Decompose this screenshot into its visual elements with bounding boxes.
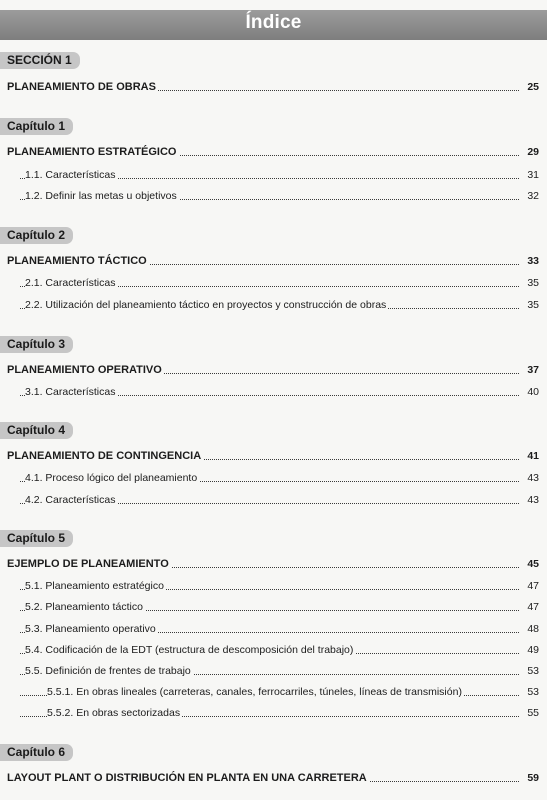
toc-page-number: 29: [519, 144, 539, 160]
chapter-heading: Capítulo 1: [0, 118, 73, 135]
toc-entry: [0, 470, 547, 486]
toc-page-number: 53: [519, 684, 539, 700]
toc-entry-title: 4.2. Características: [25, 494, 116, 506]
toc-entry-title: 5.2. Planeamiento táctico: [25, 601, 143, 613]
toc-entry: [0, 556, 547, 572]
chapter-heading: Capítulo 5: [0, 530, 73, 547]
chapter-heading: Capítulo 2: [0, 227, 73, 244]
toc-page-number: 32: [519, 188, 539, 204]
toc-entry-title: 3.1. Características: [25, 386, 116, 398]
toc-page-number: 37: [519, 362, 539, 378]
toc-entry: [0, 578, 547, 594]
toc-entry-title: 5.5.2. En obras sectorizadas: [47, 707, 181, 719]
toc-entry: [0, 188, 547, 204]
chapter-heading: SECCIÓN 1: [0, 52, 80, 69]
toc-entry-title: PLANEAMIENTO OPERATIVO: [7, 364, 162, 376]
toc-page-number: 35: [519, 297, 539, 313]
toc-entry: [0, 492, 547, 508]
toc-page-number: 33: [519, 253, 539, 269]
toc-entry-title: 5.5. Definición de frentes de trabajo: [25, 665, 191, 677]
toc-page-number: 59: [519, 770, 539, 786]
toc-entry-title: 5.1. Planeamiento estratégico: [25, 580, 164, 592]
toc-page-number: 35: [519, 275, 539, 291]
toc-page-number: 43: [519, 492, 539, 508]
toc-entry-title: 1.1. Características: [25, 169, 116, 181]
toc-entry-title: 4.1. Proceso lógico del planeamiento: [25, 472, 198, 484]
toc-entry-title: PLANEAMIENTO DE OBRAS: [7, 81, 156, 93]
toc-entry: [0, 253, 547, 269]
chapter-heading: Capítulo 6: [0, 744, 73, 761]
toc-entry-title: 5.5.1. En obras lineales (carreteras, canales, ferrocarriles, túneles, líneas de transmisión): [47, 686, 462, 698]
toc-page-number: 47: [519, 599, 539, 615]
toc-page-number: 25: [519, 79, 539, 95]
toc-entry-title: 5.4. Codificación de la EDT (estructura de descomposición del trabajo): [25, 644, 354, 656]
toc-page-number: 43: [519, 470, 539, 486]
toc-page-number: 41: [519, 448, 539, 464]
toc-entry: [0, 167, 547, 183]
chapter-heading: Capítulo 3: [0, 336, 73, 353]
toc-entry-title: LAYOUT PLANT O DISTRIBUCIÓN EN PLANTA EN UNA CARRETERA: [7, 772, 367, 784]
toc-entry: [0, 144, 547, 160]
toc-entry-title: PLANEAMIENTO TÁCTICO: [7, 255, 147, 267]
toc-page-number: 53: [519, 663, 539, 679]
toc-entry: [0, 663, 547, 679]
toc-entry-title: 1.2. Definir las metas u objetivos: [25, 190, 177, 202]
toc-entry-title: 2.1. Características: [25, 277, 116, 289]
toc-page-number: 40: [519, 384, 539, 400]
toc-entry-title: 2.2. Utilización del planeamiento táctico en proyectos y construcción de obras: [25, 299, 387, 311]
toc-entry-title: PLANEAMIENTO DE CONTINGENCIA: [7, 450, 202, 462]
toc-page-number: 55: [519, 705, 539, 721]
toc-entry: [0, 275, 547, 291]
toc-entry: [0, 642, 547, 658]
toc-page-number: 47: [519, 578, 539, 594]
toc-entry: [0, 599, 547, 615]
toc-entry-title: EJEMPLO DE PLANEAMIENTO: [7, 558, 169, 570]
toc-entry: [0, 362, 547, 378]
toc-page-number: 45: [519, 556, 539, 572]
toc-entry: [0, 79, 547, 95]
toc-entry: [0, 448, 547, 464]
toc-page-number: 49: [519, 642, 539, 658]
toc-entry: [0, 770, 547, 786]
chapter-heading: Capítulo 4: [0, 422, 73, 439]
toc-entry: [0, 621, 547, 637]
page-title: Índice: [245, 12, 302, 33]
toc-entry-title: PLANEAMIENTO ESTRATÉGICO: [7, 146, 177, 158]
toc-entry: [0, 684, 547, 700]
toc-entry-title: 5.3. Planeamiento operativo: [25, 623, 156, 635]
toc-entry: [0, 384, 547, 400]
toc-entry: [0, 705, 547, 721]
toc-entry: [0, 297, 547, 313]
toc-page-number: 48: [519, 621, 539, 637]
toc-page-number: 31: [519, 167, 539, 183]
